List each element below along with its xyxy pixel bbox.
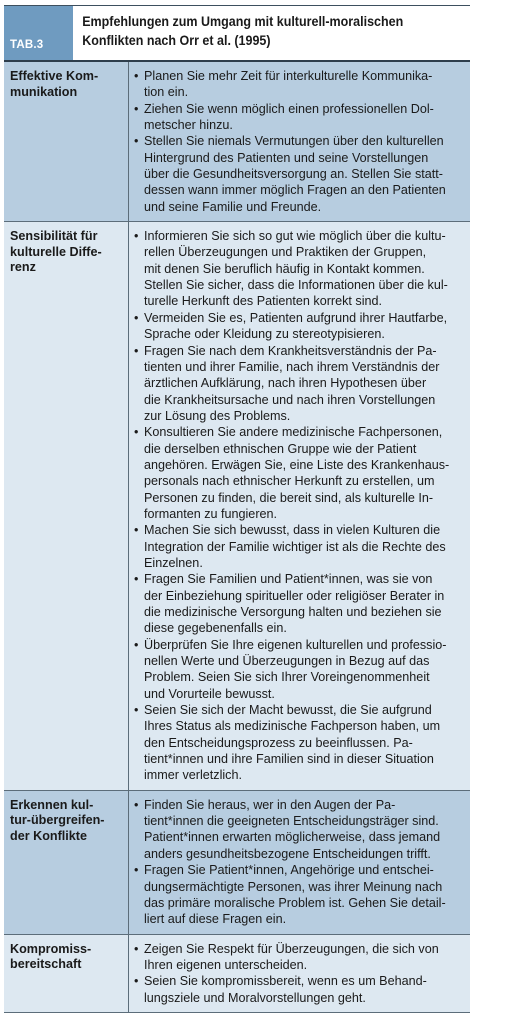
- list-item-text: Informieren Sie sich so gut wie möglich über die kultu- rellen Überzeugungen und Praktiken der Gruppen, mit denen Sie beruflich häufig in Kontakt kommen. Stellen Sie sicher, dass die Informationen über die kul- turelle Herkunft des Patienten korrekt sind.: [144, 229, 448, 309]
- bullet-icon: •: [134, 863, 139, 878]
- list-item-text: Ziehen Sie wenn möglich einen professionellen Dol- metscher hinzu.: [144, 101, 434, 133]
- bullet-icon: •: [134, 974, 139, 989]
- list-item-text: Fragen Sie Familien und Patient*innen, was sie von der Einbeziehung spiritueller oder religiöser Berater in die medizinische Versorgung halten und beziehen sie diese gegebenenfalls ein.: [144, 572, 445, 636]
- recommendations-table: [4, 60, 470, 1013]
- list-item: [134, 343, 466, 425]
- row-label: Erkennen kul- tur-übergreifen- der Konflikte: [4, 791, 129, 934]
- list-item: [134, 973, 466, 1006]
- list-item: [134, 637, 466, 702]
- bullet-list: [134, 228, 466, 784]
- list-item: [134, 228, 466, 310]
- bullet-list: [134, 941, 466, 1006]
- bullet-icon: •: [134, 101, 139, 116]
- list-item-text: Seien Sie kompromissbereit, wenn es um Behand- lungsziele und Moralvorstellungen geht.: [144, 974, 427, 1005]
- list-item-text: Vermeiden Sie es, Patienten aufgrund ihrer Hautfarbe, Sprache oder Kleidung zu stereotypisieren.: [144, 310, 448, 342]
- table-row-conflict-recognition: [4, 791, 470, 935]
- row-label: Effektive Kom- munikation: [4, 62, 129, 221]
- list-item-text: Fragen Sie Patient*innen, Angehörige und entschei- dungsermächtigte Personen, was ihrer Meinung nach das primäre moralische Problem ist. Gehen Sie detail- liert auf diese Fragen ein.: [144, 863, 446, 927]
- table-row-cultural-sensitivity: [4, 222, 470, 791]
- list-item: [134, 571, 466, 636]
- list-item: [134, 862, 466, 927]
- list-item-text: Seien Sie sich der Macht bewusst, die Sie aufgrund Ihres Status als medizinische Fachperson haben, um den Entscheidungsprozess zu beeinflussen. Pa- tient*innen und ihre Familien sind in dieser Situation immer verletzlich.: [144, 703, 441, 783]
- list-item: [134, 133, 466, 215]
- table-number-badge: TAB.3: [4, 6, 73, 61]
- bullet-icon: •: [134, 797, 139, 812]
- list-item: [134, 68, 466, 101]
- table-title: Empfehlungen zum Umgang mit kulturell-moralischen Konflikten nach Orr et al. (1995): [73, 6, 438, 61]
- row-label: Sensibilität für kulturelle Diffe- renz: [4, 222, 129, 790]
- list-item: [134, 941, 466, 974]
- row-content: [129, 935, 470, 1012]
- list-item-text: Überprüfen Sie Ihre eigenen kulturellen und professio- nellen Werte und Überzeugungen in Bezug auf das Problem. Seien Sie sich Ihrer Voreingenommenheit und Vorurteile bewusst.: [144, 637, 447, 701]
- bullet-icon: •: [134, 572, 139, 587]
- list-item: [134, 702, 466, 784]
- list-item-text: Zeigen Sie Respekt für Überzeugungen, die sich von Ihren eigenen unterscheiden.: [144, 941, 439, 972]
- list-item-text: Finden Sie heraus, wer in den Augen der Pa- tient*innen die geeigneten Entscheidungsträger sind. Patient*innen erwarten möglicherweise, dass jemand anders gesundheitsbezogene Entscheidungen trifft.: [144, 797, 441, 861]
- bullet-icon: •: [134, 343, 139, 358]
- bullet-list: [134, 797, 466, 928]
- row-label: Kompromiss- bereitschaft: [4, 935, 129, 1012]
- list-item-text: Machen Sie sich bewusst, dass in vielen Kulturen die Integration der Familie wichtiger ist als die Rechte des Einzelnen.: [144, 523, 446, 570]
- list-item-text: Stellen Sie niemals Vermutungen über den kulturellen Hintergrund des Patienten und seine Vorstellungen über die Gesundheitsversorgung an. Stellen Sie statt- dessen wann immer möglich Fragen an den Patienten und seine Familie und Freunde.: [144, 134, 446, 214]
- table-row-effective-communication: [4, 62, 470, 222]
- bullet-icon: •: [134, 134, 139, 149]
- bullet-icon: •: [134, 310, 139, 325]
- list-item: [134, 522, 466, 571]
- list-item: [134, 797, 466, 862]
- table-row-willingness-to-compromise: [4, 935, 470, 1013]
- list-item: [134, 101, 466, 134]
- row-content: [129, 791, 470, 934]
- bullet-icon: •: [134, 703, 139, 718]
- bullet-icon: •: [134, 941, 139, 956]
- bullet-icon: •: [134, 229, 139, 244]
- list-item-text: Fragen Sie nach dem Krankheitsverständnis der Pa- tienten und ihrer Familie, nach ihrem Verständnis der ärztlichen Aufklärung, nach ihren Hypothesen über die Krankheitsursache und nach ihren Vorstellungen zur Lösung des Problems.: [144, 343, 440, 423]
- list-item: [134, 310, 466, 343]
- list-item: [134, 424, 466, 522]
- bullet-icon: •: [134, 637, 139, 652]
- bullet-list: [134, 68, 466, 215]
- bullet-icon: •: [134, 69, 139, 83]
- bullet-icon: •: [134, 523, 139, 538]
- row-content: [129, 222, 470, 790]
- row-content: [129, 62, 470, 221]
- table-header: [4, 5, 470, 61]
- list-item-text: Planen Sie mehr Zeit für interkulturelle Kommunika- tion ein.: [144, 69, 433, 100]
- list-item-text: Konsultieren Sie andere medizinische Fachpersonen, die derselben ethnischen Gruppe wie der Patient angehören. Erwägen Sie, eine Liste des Krankenhaus- personals nach ethnischer Herkunft zu erstellen, um Personen zu finden, die bereit sind, als kulturelle In- formanten zu fungieren.: [144, 425, 450, 521]
- bullet-icon: •: [134, 425, 139, 440]
